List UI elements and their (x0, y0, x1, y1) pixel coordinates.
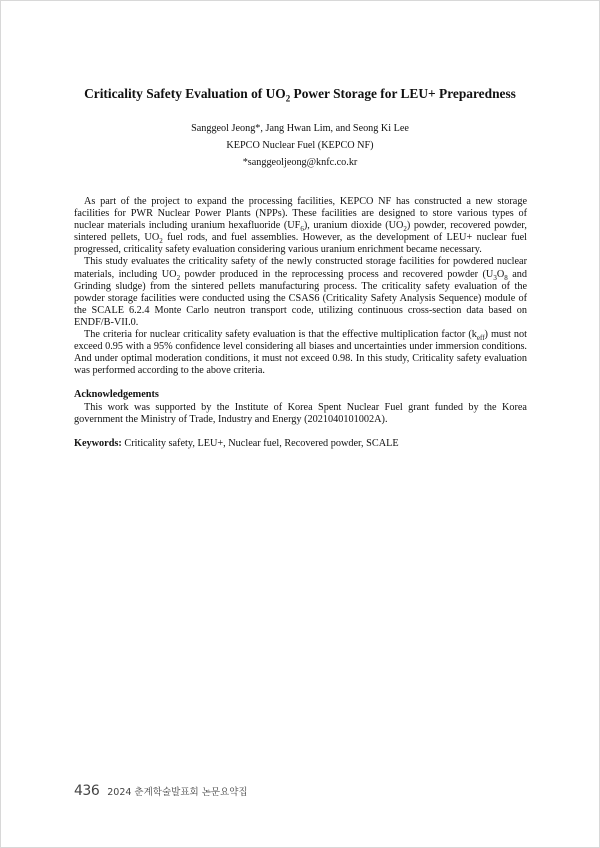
page-footer (74, 783, 248, 799)
journal-name: 2024 춘계학술발표회 논문요약집 (107, 787, 248, 798)
acknowledgements-heading: Acknowledgements (74, 389, 159, 401)
keywords (74, 438, 527, 450)
paragraph-1: As part of the project to expand the processing facilities, KEPCO NF has constructed a new storage facilities for PWR Nuclear Power Plants (NPPs). These facilities are designed to store various types of nuclear materials including uranium hexafluoride $(UF_6)$, uranium dioxide $(UO_2)$ powder, recovered powder, sintered pellets, $UO_2$ fuel rods, and fuel assemblies. However, as the development of LEU+ nuclear fuel progressed, criticality safety evaluation considering various uranium enrichment became necessary. (74, 196, 527, 256)
paragraph-2: This study evaluates the criticality safety of the newly constructed storage facilities for powdered nuclear materials, including $UO_2$ powder produced in the reprocessing process and recovered powder ($U_3O_8$ and Grinding sludge) from the sintered pellets manufacturing process. The criticality safety evaluation of the powder storage facilities were conducted using the CSAS6 (Criticality Safety Analysis Sequence) module of the SCALE 6.2.4 Monte Carlo neutron transport code, utilizing continuous cross-section data based on ENDF/B-VII.0. (74, 256, 527, 328)
acknowledgements-text: This work was supported by the Institute of Korea Spent Nuclear Fuel grant funded by the Korea government the Ministry of Trade, Industry and Energy (2021040101002A). (74, 401, 527, 425)
abstract-body (74, 196, 527, 450)
paper-title: Criticality Safety Evaluation of $UO_2$ Power Storage for LEU+ Preparedness (84, 86, 516, 104)
email: *sanggeoljeong@knfc.co.kr (242, 157, 358, 168)
keywords-label: Keywords: (74, 437, 122, 449)
affiliation: KEPCO Nuclear Fuel (KEPCO NF) (226, 140, 374, 151)
page-number: 436 (74, 783, 100, 799)
authors: Sanggeol Jeong*, Jang Hwan Lim, and Seong Ki Lee (191, 123, 409, 134)
paragraph-3: The criteria for nuclear criticality safety evaluation is that the effective multiplication factor $(k_{eff})$ must not exceed 0.95 with a 95% confidence level considering all biases and uncertainties under immersion conditions. And under optimal moderation conditions, it must not exceed 0.98. In this study, Criticality safety evaluation was performed according to the above criteria. (74, 329, 527, 377)
keywords-text: Criticality safety, LEU+, Nuclear fuel, Recovered powder, SCALE (121, 437, 399, 449)
